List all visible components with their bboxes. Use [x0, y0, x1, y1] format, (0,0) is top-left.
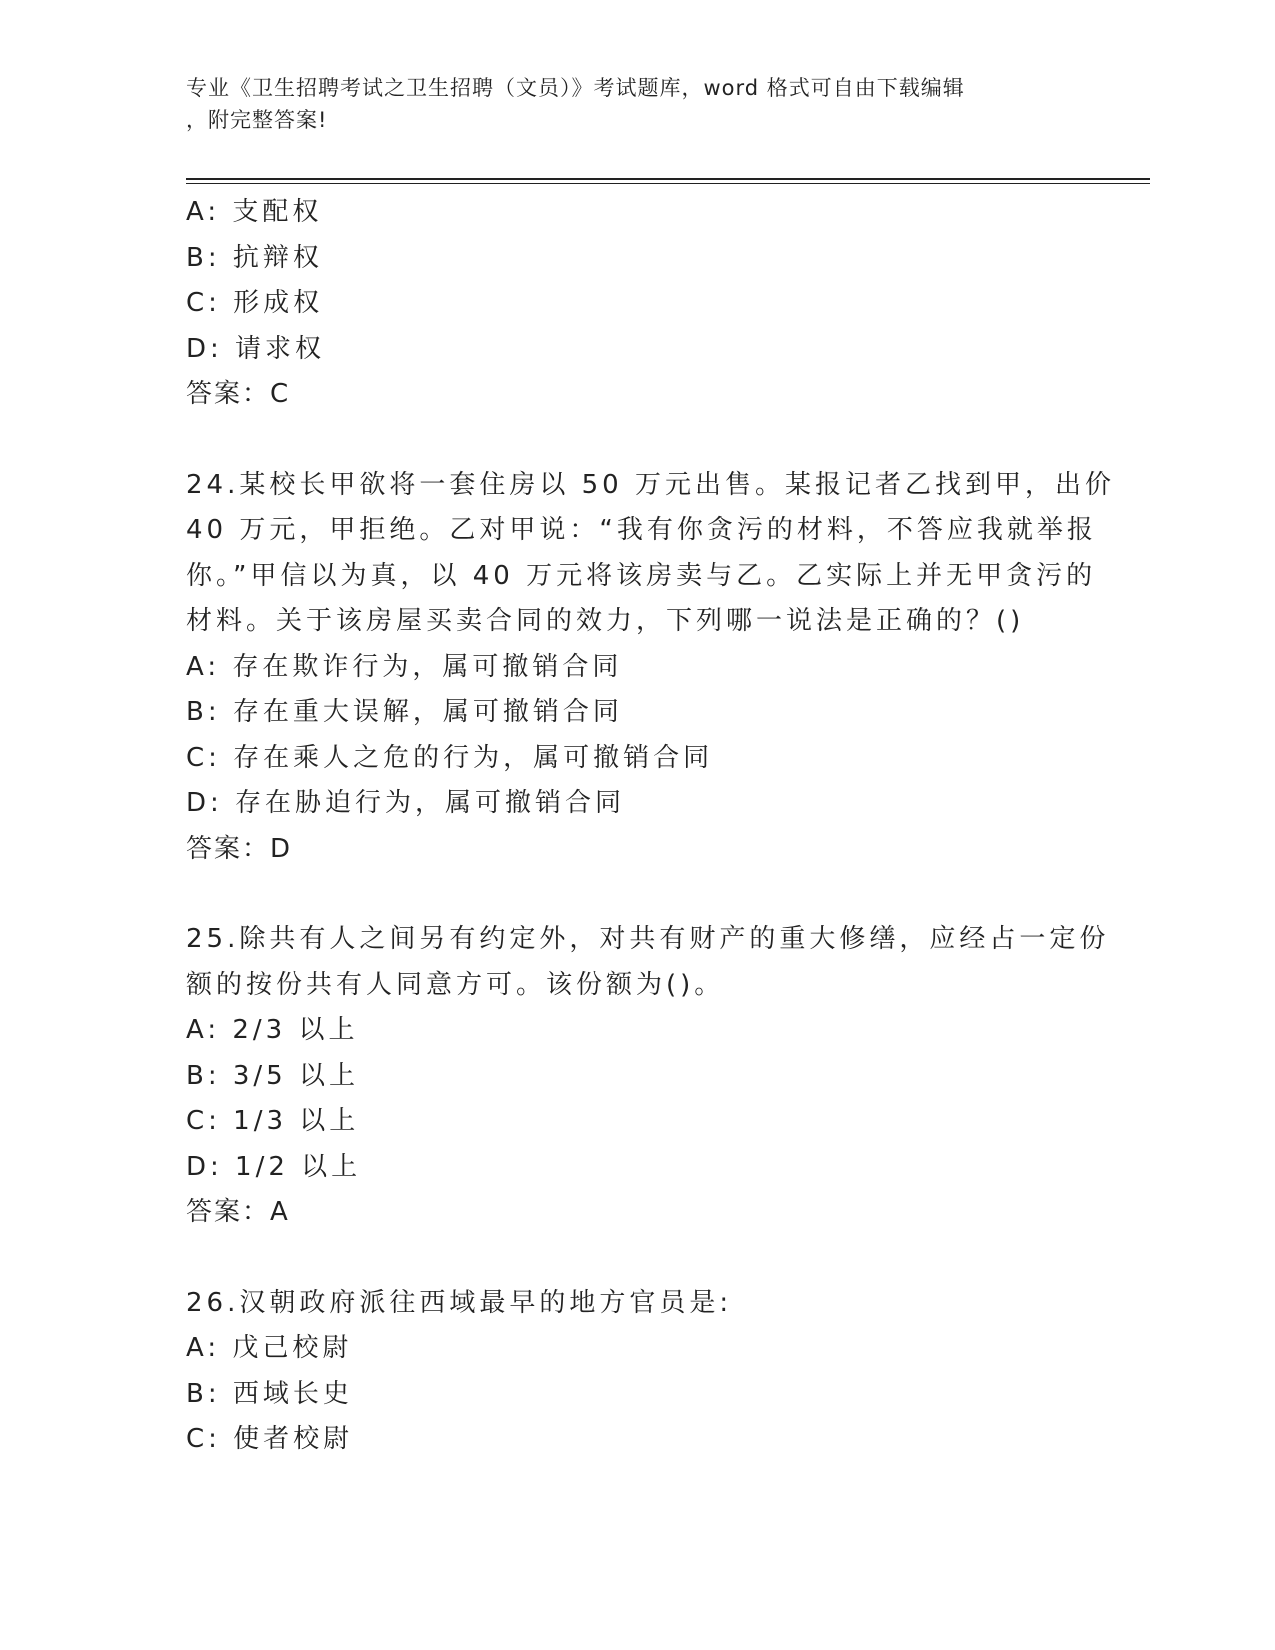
question-text-line: 26.汉朝政府派往西域最早的地方官员是:	[186, 1287, 733, 1318]
option-a: A: 支配权	[186, 197, 323, 227]
option-b: B: 抗辩权	[186, 242, 323, 273]
header-line-1: 专业《卫生招聘考试之卫生招聘（文员）》考试题库，word 格式可自由下载编辑	[186, 76, 965, 100]
question-text-line: 额的按份共有人同意方可。该份额为()。	[186, 969, 725, 1000]
question-24	[186, 463, 1115, 873]
question-23	[186, 190, 1086, 418]
document-header	[186, 72, 1066, 136]
answer: 答案：C	[186, 379, 291, 409]
option-b: B: 3/5 以上	[186, 1060, 359, 1091]
question-text-line: 你。”甲信以为真，以 40 万元将该房卖与乙。乙实际上并无甲贪污的	[186, 560, 1097, 591]
option-a: A: 存在欺诈行为，属可撤销合同	[186, 651, 623, 682]
option-c: C: 存在乘人之危的行为，属可撤销合同	[186, 742, 714, 773]
answer: 答案：A	[186, 1197, 290, 1227]
question-25	[186, 917, 1110, 1236]
answer: 答案：D	[186, 833, 293, 864]
option-a: A: 2/3 以上	[186, 1015, 359, 1045]
question-text-line: 材料。关于该房屋买卖合同的效力，下列哪一说法是正确的？()	[186, 606, 1025, 636]
header-line-2: ，附完整答案!	[186, 108, 328, 132]
option-c: C: 1/3 以上	[186, 1106, 360, 1136]
header-rule-thick	[186, 178, 1150, 180]
option-d: D: 请求权	[186, 333, 326, 364]
option-c: C: 形成权	[186, 288, 324, 318]
question-26	[186, 1281, 1086, 1463]
option-a: A: 戊己校尉	[186, 1333, 353, 1363]
option-d: D: 1/2 以上	[186, 1151, 362, 1182]
option-b: B: 西域长史	[186, 1378, 353, 1409]
option-b: B: 存在重大误解，属可撤销合同	[186, 697, 623, 727]
question-text-line: 24.某校长甲欲将一套住房以 50 万元出售。某报记者乙找到甲，出价	[186, 469, 1115, 500]
question-content	[186, 190, 1115, 1463]
question-text-line: 25.除共有人之间另有约定外，对共有财产的重大修缮，应经占一定份	[186, 924, 1110, 954]
option-c: C: 使者校尉	[186, 1424, 354, 1454]
question-text-line: 40 万元，甲拒绝。乙对甲说：“我有你贪污的材料，不答应我就举报	[186, 515, 1097, 545]
option-d: D: 存在胁迫行为，属可撤销合同	[186, 788, 626, 818]
header-rule-thin	[186, 183, 1150, 184]
